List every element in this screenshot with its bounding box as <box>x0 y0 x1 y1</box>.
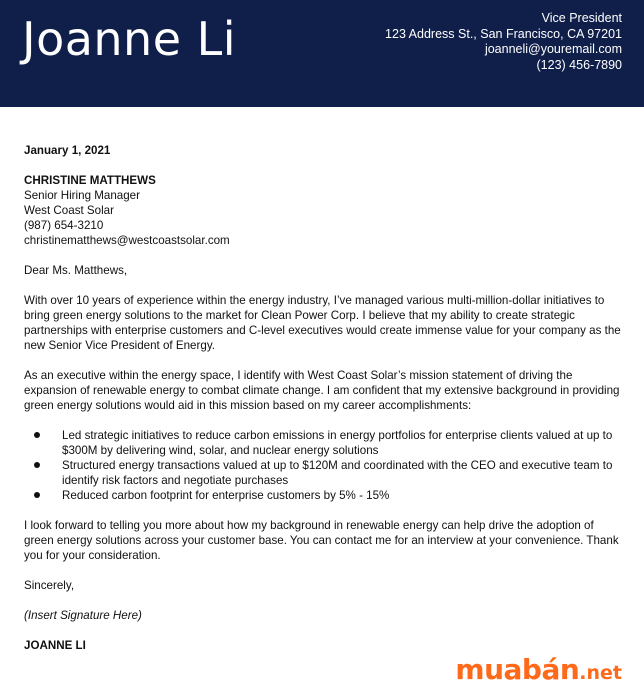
recipient-title: Senior Hiring Manager <box>24 189 140 202</box>
recipient-company: West Coast Solar <box>24 204 114 217</box>
list-item-text: Structured energy transactions valued at up to $120M and coordinated with the CEO and executive team to identify risk factors and negotiate purchases <box>62 459 613 487</box>
list-item <box>62 488 624 503</box>
accomplishments-list <box>24 428 624 503</box>
watermark-tld: .net <box>579 662 622 684</box>
list-item <box>62 428 624 458</box>
recipient-phone: (987) 654-3210 <box>24 219 104 232</box>
sender-phone: (123) 456-7890 <box>536 57 622 72</box>
letterhead-banner <box>0 0 644 107</box>
paragraph-closing: I look forward to telling you more about how my background in renewable energy can help drive the adoption of green energy solutions across your customer base. You can contact me for an interview at your convenience. Thank you for your consideration. <box>24 519 619 562</box>
closing-phrase: Sincerely, <box>24 579 75 592</box>
letter-date: January 1, 2021 <box>24 144 111 157</box>
sender-email[interactable]: joanneli@youremail.com <box>484 42 622 56</box>
sender-title: Vice President <box>541 11 622 25</box>
recipient-email[interactable]: christinematthews@westcoastsolar.com <box>24 234 230 247</box>
watermark-logo <box>455 653 622 686</box>
signature-placeholder: (Insert Signature Here) <box>24 609 142 622</box>
list-item <box>62 458 624 488</box>
salutation: Dear Ms. Matthews, <box>24 264 128 277</box>
paragraph-intro: With over 10 years of experience within the energy industry, I’ve managed various multi-million-dollar initiatives to bring green energy solutions to the market for Clean Power Corp. I believe that my ability to create strategic partnerships with enterprise customers and C-level executives would create immense value for your company as the new Senior Vice President of Energy. <box>24 294 621 352</box>
recipient-name: CHRISTINE MATTHEWS <box>24 174 156 187</box>
paragraph-mission: As an executive within the energy space, I identify with West Coast Solar’s mission statement of driving the expansion of renewable energy to combat climate change. I am confident that my extensive background in providing green energy solutions would aid in this mission based on my career accomplishments: <box>24 369 620 412</box>
sender-address: 123 Address St., San Francisco, CA 97201 <box>385 26 622 41</box>
letter-body <box>24 143 624 653</box>
watermark-main: muabán <box>455 653 580 686</box>
sender-contact-block <box>385 11 622 73</box>
bullet-icon <box>34 492 40 498</box>
bullet-icon <box>34 462 40 468</box>
sender-name: Joanne Li <box>22 12 237 66</box>
list-item-text: Reduced carbon footprint for enterprise customers by 5% - 15% <box>62 489 390 502</box>
bullet-icon <box>34 432 40 438</box>
list-item-text: Led strategic initiatives to reduce carbon emissions in energy portfolios for enterprise clients valued at up to $300M by delivering wind, solar, and nuclear energy solutions <box>62 429 613 457</box>
recipient-block <box>24 173 624 248</box>
signoff-name: JOANNE LI <box>24 639 86 652</box>
